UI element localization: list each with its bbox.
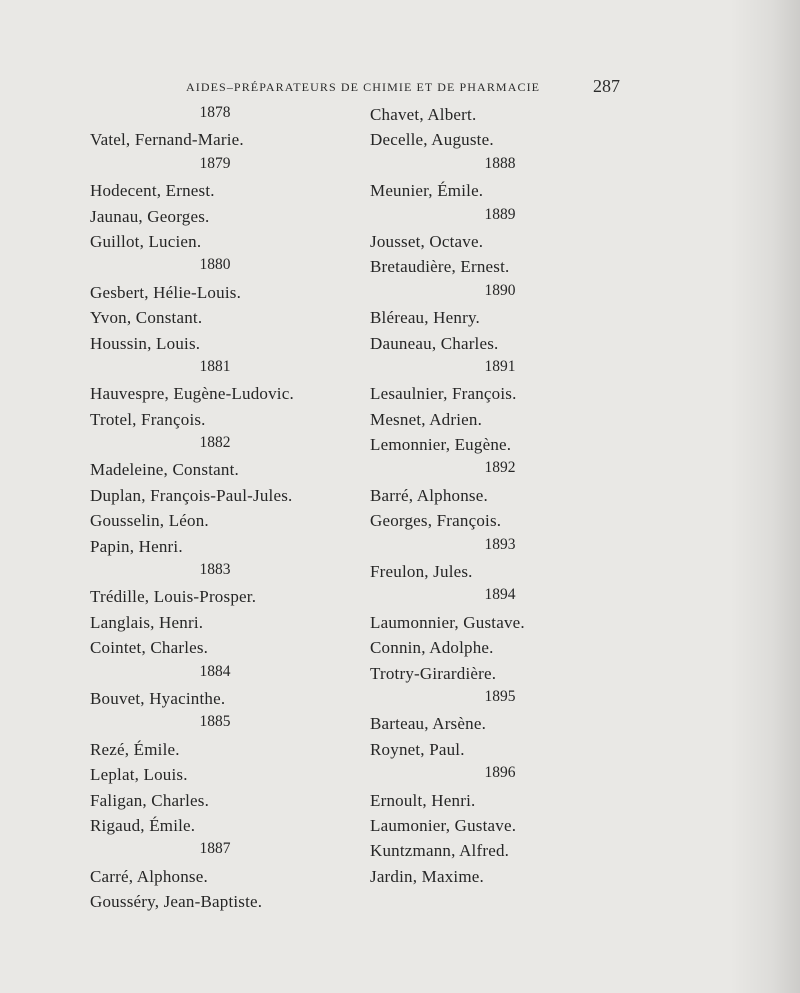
name-text: Laumonier, Gustave. [370, 815, 517, 835]
name-text: Papin, Henri. [90, 536, 183, 556]
name-text: Hauvespre, Eugène-Ludovic. [90, 384, 294, 404]
name-text: Madeleine, Constant. [90, 460, 239, 480]
name-entry [370, 838, 630, 863]
name-entry [90, 584, 340, 609]
year-heading [90, 559, 340, 584]
name-text: Ernoult, Henri. [370, 790, 476, 810]
name-text: Jaunau, Georges. [90, 206, 210, 226]
name-text: Jardin, Maxime. [370, 866, 484, 886]
year-text: 1880 [199, 256, 231, 274]
name-text: Vatel, Fernand-Marie. [90, 130, 244, 150]
name-text: Laumonnier, Gustave. [370, 612, 525, 632]
year-heading [370, 457, 630, 482]
year-text: 1892 [484, 459, 516, 477]
name-entry [370, 381, 630, 406]
year-heading [370, 534, 630, 559]
name-text: Hodecent, Ernest. [90, 181, 215, 201]
name-text: Gousselin, Léon. [90, 511, 209, 531]
year-text: 1894 [484, 586, 516, 604]
name-text: Houssin, Louis. [90, 333, 201, 353]
year-heading [90, 711, 340, 736]
year-heading [90, 153, 340, 178]
name-text: Mesnet, Adrien. [370, 409, 483, 429]
left-column [90, 102, 340, 915]
name-text: Trotel, François. [90, 409, 206, 429]
name-text: Gesbert, Hélie-Louis. [90, 282, 242, 302]
year-heading [370, 762, 630, 787]
name-text: Connin, Adolphe. [370, 638, 494, 658]
year-heading [90, 432, 340, 457]
year-text: 1883 [199, 561, 231, 579]
name-entry [370, 813, 630, 838]
name-text: Freulon, Jules. [370, 562, 473, 582]
year-heading [370, 584, 630, 609]
name-entry [370, 407, 630, 432]
name-text: Dauneau, Charles. [370, 333, 499, 353]
name-text: Bléreau, Henry. [370, 308, 480, 328]
name-text: Guillot, Lucien. [90, 231, 202, 251]
name-entry [90, 381, 340, 406]
name-text: Georges, François. [370, 511, 502, 531]
year-heading [90, 356, 340, 381]
name-entry [370, 178, 630, 203]
name-text: Leplat, Louis. [90, 765, 188, 785]
name-text: Barré, Alphonse. [370, 485, 488, 505]
name-entry [90, 534, 340, 559]
name-entry [90, 788, 340, 813]
name-text: Bouvet, Hyacinthe. [90, 688, 226, 708]
year-heading [370, 280, 630, 305]
year-heading [90, 102, 340, 127]
name-entry [90, 737, 340, 762]
year-heading [370, 356, 630, 381]
year-text: 1881 [199, 357, 231, 375]
name-text: Duplan, François-Paul-Jules. [90, 485, 293, 505]
page-number: 287 [593, 76, 620, 96]
year-text: 1878 [199, 104, 231, 121]
name-entry [370, 711, 630, 736]
name-entry [90, 483, 340, 508]
name-text: Yvon, Constant. [90, 308, 203, 328]
year-text: 1893 [484, 535, 516, 553]
name-entry [370, 661, 630, 686]
name-entry [370, 508, 630, 533]
year-text: 1896 [484, 764, 516, 782]
year-text: 1882 [199, 434, 231, 452]
year-text: 1895 [484, 687, 516, 705]
name-entry [370, 610, 630, 635]
page-edge-shadow [730, 0, 800, 993]
year-text: 1887 [199, 840, 231, 858]
name-entry [90, 864, 340, 889]
year-text: 1890 [484, 281, 516, 299]
name-text: Barteau, Arsène. [370, 714, 487, 734]
running-title: AIDES–PRÉPARATEURS DE CHIMIE ET DE PHARMACIE [186, 80, 541, 94]
year-heading [90, 838, 340, 863]
year-heading [370, 204, 630, 229]
name-text: Langlais, Henri. [90, 612, 204, 632]
name-text: Carré, Alphonse. [90, 866, 208, 886]
year-heading [370, 153, 630, 178]
name-text: Cointet, Charles. [90, 638, 209, 658]
name-entry [90, 635, 340, 660]
name-text: Jousset, Octave. [370, 231, 484, 251]
name-text: Rezé, Émile. [90, 739, 180, 759]
name-entry [90, 229, 340, 254]
name-entry [90, 813, 340, 838]
name-text: Lemonnier, Eugène. [370, 435, 512, 455]
year-heading [370, 686, 630, 711]
name-entry [90, 305, 340, 330]
name-entry [90, 889, 340, 914]
name-entry [370, 559, 630, 584]
name-text: Decelle, Auguste. [370, 130, 494, 150]
year-text: 1884 [199, 662, 231, 680]
name-entry [90, 331, 340, 356]
name-text: Bretaudière, Ernest. [370, 257, 510, 277]
name-entry [370, 229, 630, 254]
name-entry [90, 762, 340, 787]
name-text: Faligan, Charles. [90, 790, 210, 810]
name-text: Lesaulnier, François. [370, 384, 517, 404]
name-entry [90, 508, 340, 533]
name-text: Meunier, Émile. [370, 181, 484, 201]
name-text: Kuntzmann, Alfred. [370, 841, 510, 861]
name-entry [90, 127, 340, 152]
year-heading [90, 254, 340, 279]
name-entry [90, 686, 340, 711]
name-text: Trotry-Girardière. [370, 663, 497, 683]
name-entry [370, 788, 630, 813]
name-entry [370, 635, 630, 660]
name-entry [370, 432, 630, 457]
name-text: Roynet, Paul. [370, 739, 465, 759]
name-entry [370, 483, 630, 508]
name-entry [370, 254, 630, 279]
name-entry [370, 127, 630, 152]
name-entry [90, 280, 340, 305]
year-text: 1885 [199, 713, 231, 731]
year-text: 1889 [484, 205, 516, 223]
name-entry [370, 331, 630, 356]
name-text: Rigaud, Émile. [90, 815, 196, 835]
year-heading [90, 661, 340, 686]
name-text: Trédille, Louis-Prosper. [90, 587, 257, 607]
name-text: Gousséry, Jean-Baptiste. [90, 892, 263, 912]
name-entry [370, 305, 630, 330]
name-entry [370, 102, 630, 127]
name-entry [90, 407, 340, 432]
year-text: 1891 [484, 357, 516, 375]
name-entry [90, 610, 340, 635]
name-entry [370, 737, 630, 762]
name-entry [90, 178, 340, 203]
name-text: Chavet, Albert. [370, 105, 477, 124]
year-text: 1888 [484, 154, 516, 172]
name-entry [90, 204, 340, 229]
name-entry [370, 864, 630, 889]
name-entry [90, 457, 340, 482]
right-column [370, 102, 630, 889]
year-text: 1879 [199, 154, 231, 172]
